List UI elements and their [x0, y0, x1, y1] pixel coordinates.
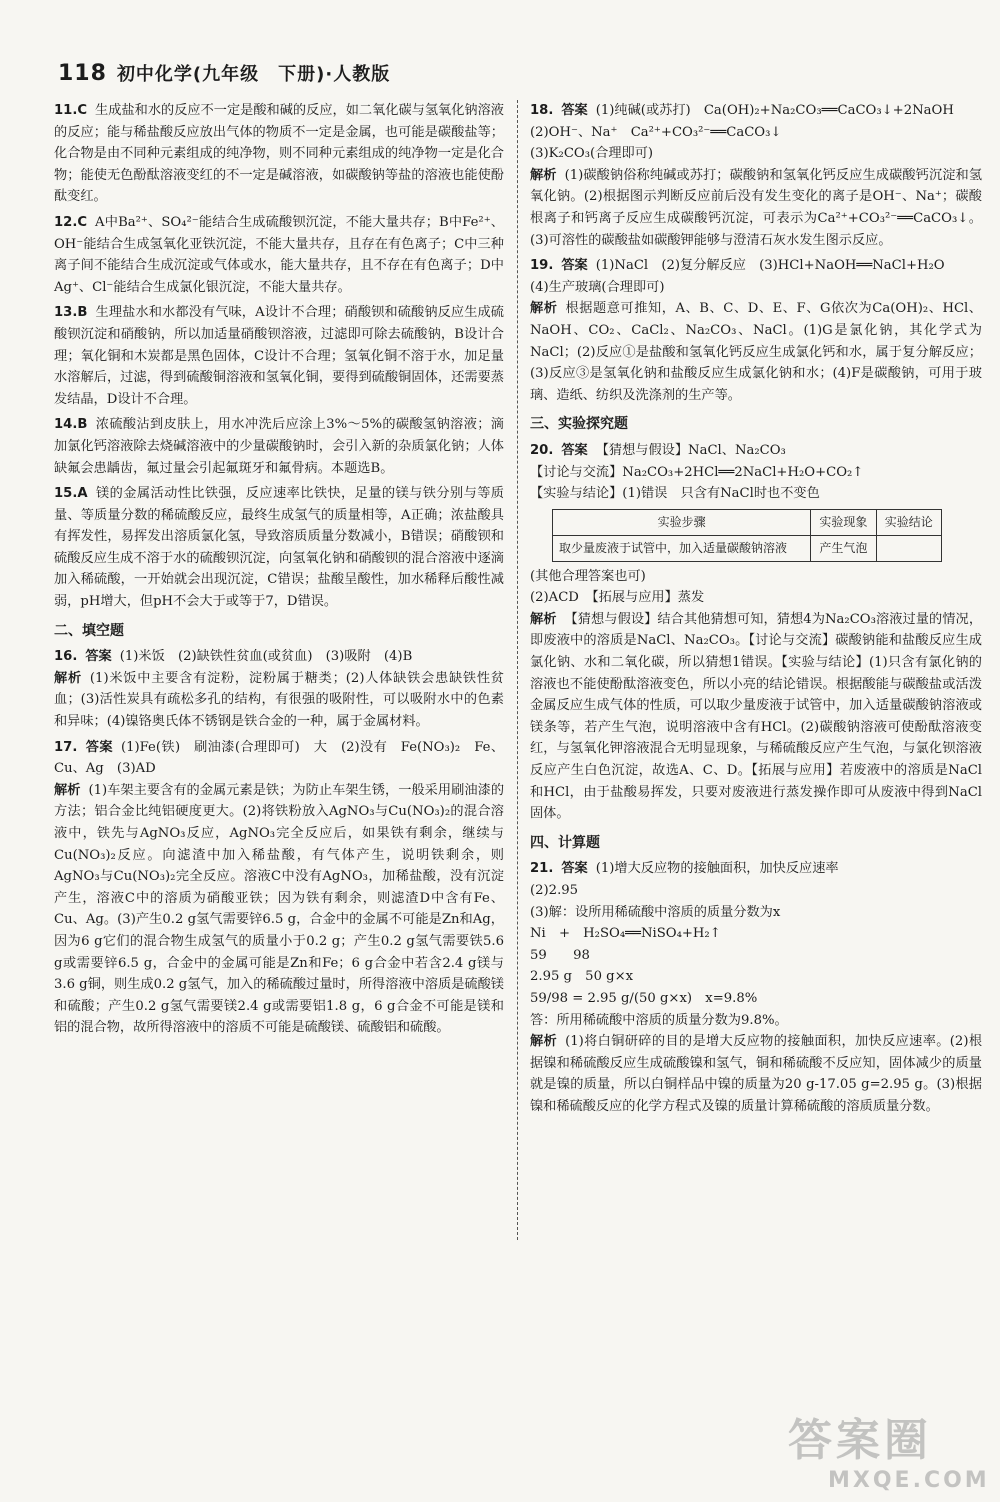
question-11: 11.C 生成盐和水的反应不一定是酸和碱的反应，如二氧化碳与氢氧化钠溶液的反应；能与稀盐酸反应放出气体的物质不一定是金属，也可能是碳酸盐等；化合物是由不同种元素组成的纯净物，则不同种元素组成的纯净物一定是化合物；能使无色酚酞溶液变红的不一定是碱溶液，如碳酸钠等盐的溶液也能使酚酞变红。 — [54, 103, 504, 205]
question-14: 14.B 浓硫酸沾到皮肤上，用水冲洗后应涂上3%～5%的碳酸氢钠溶液；滴加氯化钙溶液除去烧碱溶液中的少量碳酸钠时，会引入新的杂质氯化钠；人体缺氟会患龋齿，氟过量会引起氟斑牙和氟骨病。本题选B。 — [54, 417, 504, 476]
experiment-table — [552, 509, 942, 562]
table-header: 实验结论 — [876, 509, 941, 535]
book-title: 初中化学(九年级 下册)·人教版 — [116, 64, 391, 85]
question-19: 19. 答案 (1)NaCl (2)复分解反应 (3)HCl+NaOH══NaCl+H₂O (4)生产玻璃(合理即可) 解析 根据题意可推知，A、B、C、D、E、F、G依次为Ca(OH)₂、HCl、NaOH、CO₂、CaCl₂、Na₂CO₃、NaCl。(1)G是氯化钠，其化学式为NaCl；(2)反应①是盐酸和氢氧化钙反应生成氯化钙和水，属于复分解反应；(3)反应③是氢氧化钠和盐酸反应生成氯化钠和水；(4)F是碳酸钠，可用于玻璃、造纸、纺织及洗涤剂的生产等。 — [530, 258, 982, 403]
question-15: 15.A 镁的金属活动性比铁强，反应速率比铁快，足量的镁与铁分别与等质量、等质量分数的稀硫酸反应，最终生成氢气的质量相等，A正确；浓盐酸具有挥发性，易挥发出溶质氯化氢，导致溶质质量分数减小，B错误；硝酸钡和硫酸反应生成不溶于水的硫酸钡沉淀，向氢氧化钠和硝酸钡的混合溶液中逐滴加入稀硫酸，一开始就会出现沉淀，C错误；盐酸呈酸性，加水稀释后酸性减弱，pH增大，但pH不会大于或等于7，D错误。 — [54, 486, 504, 610]
question-18: 18. 答案 (1)纯碱(或苏打) Ca(OH)₂+Na₂CO₃══CaCO₃↓+2NaOH (2)OH⁻、Na⁺ Ca²⁺+CO₃²⁻══CaCO₃↓ (3)K₂CO₃(合理即可) 解析 (1)碳酸钠俗称纯碱或苏打；碳酸钠和氢氧化钙反应生成碳酸钙沉淀和氢氧化钠。(2)根据图示判断反应前后没有发生变化的离子是OH⁻、Na⁺；碳酸根离子和钙离子反应生成碳酸钙沉淀，可表示为Ca²⁺+CO₃²⁻══CaCO₃↓。(3)可溶性的碳酸盐如碳酸钾能够与澄清石灰水发生图示反应。 — [530, 103, 983, 248]
question-21: 21. 答案 (1)增大反应物的接触面积，加快反应速率 (2)2.95 (3)解：设所用稀硫酸中溶质的质量分数为x Ni + H₂SO₄══NiSO₄+H₂↑ 59 98 2.95 g 50 g×x 59/98 = 2.95 g/(50 g×x) x=9.8% 答：所用稀硫酸中溶质的质量分数为9.8%。 解析 (1)将白铜研碎的目的是增大反应物的接触面积，加快反应速率。(2)根据镍和稀硫酸反应生成硫酸镍和氢气，铜和稀硫酸不反应知，固体减少的质量就是镍的质量，所以白铜样品中镍的质量为20 g-17.05 g=2.95 g。(3)根据镍和稀硫酸反应的化学方程式及镍的质量计算稀硫酸的溶质质量分数。 — [530, 861, 983, 1114]
page-number: 118 — [58, 61, 107, 86]
left-column — [54, 100, 504, 1043]
table-header: 实验现象 — [811, 509, 876, 535]
page-header — [58, 60, 390, 86]
column-divider — [517, 100, 518, 1240]
section-title-fill-in: 二、填空题 — [54, 622, 124, 639]
table-cell: 产生气泡 — [811, 535, 876, 561]
question-16: 16. 答案 (1)米饭 (2)缺铁性贫血(或贫血) (3)吸附 (4)B 解析 (1)米饭中主要含有淀粉，淀粉属于糖类；(2)人体缺铁会患缺铁性贫血；(3)活性炭具有疏松多孔的结构，有很强的吸附性，可以吸附水中的色素和异味；(4)镍铬奥氏体不锈钢是铁合金的一种，属于金属材料。 — [54, 649, 504, 730]
table-header: 实验步骤 — [553, 509, 811, 535]
watermark-url: MXQE.COM — [828, 1468, 990, 1493]
right-column — [530, 100, 982, 1122]
question-17: 17. 答案 (1)Fe(铁) 刷油漆(合理即可) 大 (2)没有 Fe(NO₃)₂ Fe、Cu、Ag (3)AD 解析 (1)车架主要含有的金属元素是铁；为防止车架生锈，一般采用刷油漆的方法；铝合金比纯铝硬度更大。(2)将铁粉放入AgNO₃与Cu(NO₃)₂的混合溶液中，铁先与AgNO₃反应，AgNO₃完全反应后，如果铁有剩余，继续与Cu(NO₃)₂反应。向滤渣中加入稀盐酸，有气体产生，说明铁剩余，则AgNO₃与Cu(NO₃)₂完全反应。溶液C中没有AgNO₃，加稀盐酸，没有沉淀产生，溶液C中的溶质为硝酸亚铁；因为铁有剩余，则滤渣D中含有Fe、Cu、Ag。(3)产生0.2 g氢气需要锌6.5 g，合金中的金属不可能是Zn和Ag，因为6 g它们的混合物生成氢气的质量小于0.2 g；产生0.2 g氢气需要铁5.6 g或需要锌6.5 g，合金中的金属可能是Zn和Fe；6 g合金中若含2.4 g镁与3.6 g铜，则生成0.2 g氢气，加入的稀硫酸过量时，所得溶液中溶质是硫酸镁和硫酸；产生0.2 g氢气需要镁2.4 g或需要铝1.8 g，6 g合金不可能是镁和铝的混合物，故所得溶液中的溶质不可能是硫酸镁、硫酸铝和硫酸。 — [54, 739, 505, 1036]
watermark-text: 答案圈 — [788, 1415, 932, 1466]
table-row — [553, 535, 942, 561]
question-13: 13.B 生理盐水和水都没有气味，A设计不合理；硝酸钡和硫酸钠反应生成硫酸钡沉淀和硝酸钠，所以加适量硝酸钡溶液，过滤即可除去硫酸钠，B设计合理；氧化铜和木炭都是黑色固体，C设计不合理；氢氧化铜不溶于水，加足量水溶解后，过滤，得到硫酸铜溶液和氢氧化铜，要得到硫酸铜固体，还需要蒸发结晶，D设计不合理。 — [54, 305, 504, 407]
table-cell: 取少量废液于试管中，加入适量碳酸钠溶液 — [553, 535, 811, 561]
question-12: 12.C A中Ba²⁺、SO₄²⁻能结合生成硫酸钡沉淀，不能大量共存；B中Fe²⁺、OH⁻能结合生成氢氧化亚铁沉淀，不能大量共存，且存在有色离子；C中三种离子间不能结合生成沉淀或气体或水，能大量共存，且不存在有色离子；D中Ag⁺、Cl⁻能结合生成氯化银沉淀，不能大量共存。 — [54, 214, 504, 295]
section-title-experiment: 三、实验探究题 — [530, 416, 628, 433]
section-title-calculation: 四、计算题 — [530, 834, 600, 851]
watermark-logo — [788, 1404, 990, 1493]
question-20: 20. 答案 【猜想与假设】NaCl、Na₂CO₃ 【讨论与交流】Na₂CO₃+2HCl══2NaCl+H₂O+CO₂↑ 【实验与结论】(1)错误 只含有NaCl时也不变色 实验步骤 实验现象 实验结论 取少量废液于试管中，加入适量碳酸钠溶液 产生气泡 (其他合理答案也可) (2)ACD 【拓展与应用】蒸发 解析 【猜想与假设】结合其他猜想可知，猜想4为Na₂CO₃溶液过量的情况，即废液中的溶质是NaCl、Na₂CO₃。【讨论与交流】碳酸钠能和盐酸反应生成氯化钠、水和二氧化碳，所以猜想1错误。【实验与结论】(1)只含有氯化钠的溶液也不能使酚酞溶液变色，所以小亮的结论错误。根据酸能与碳酸盐或活泼金属反应生成气体的性质，可以取少量废液于试管中，加入适量碳酸钠溶液或镁条等，若产生气泡，说明溶液中含有HCl。(2)碳酸钠溶液可使酚酞溶液变红，与氢氧化钾溶液混合无明显现象，与稀硫酸反应产生气泡，与氯化钡溶液反应产生白色沉淀，故选A、C、D。【拓展与应用】若废液中的溶质是NaCl和HCl，由于盐酸易挥发，只要对废液进行蒸发操作即可从废液中得到NaCl固体。 — [530, 442, 983, 822]
table-cell — [876, 535, 941, 561]
